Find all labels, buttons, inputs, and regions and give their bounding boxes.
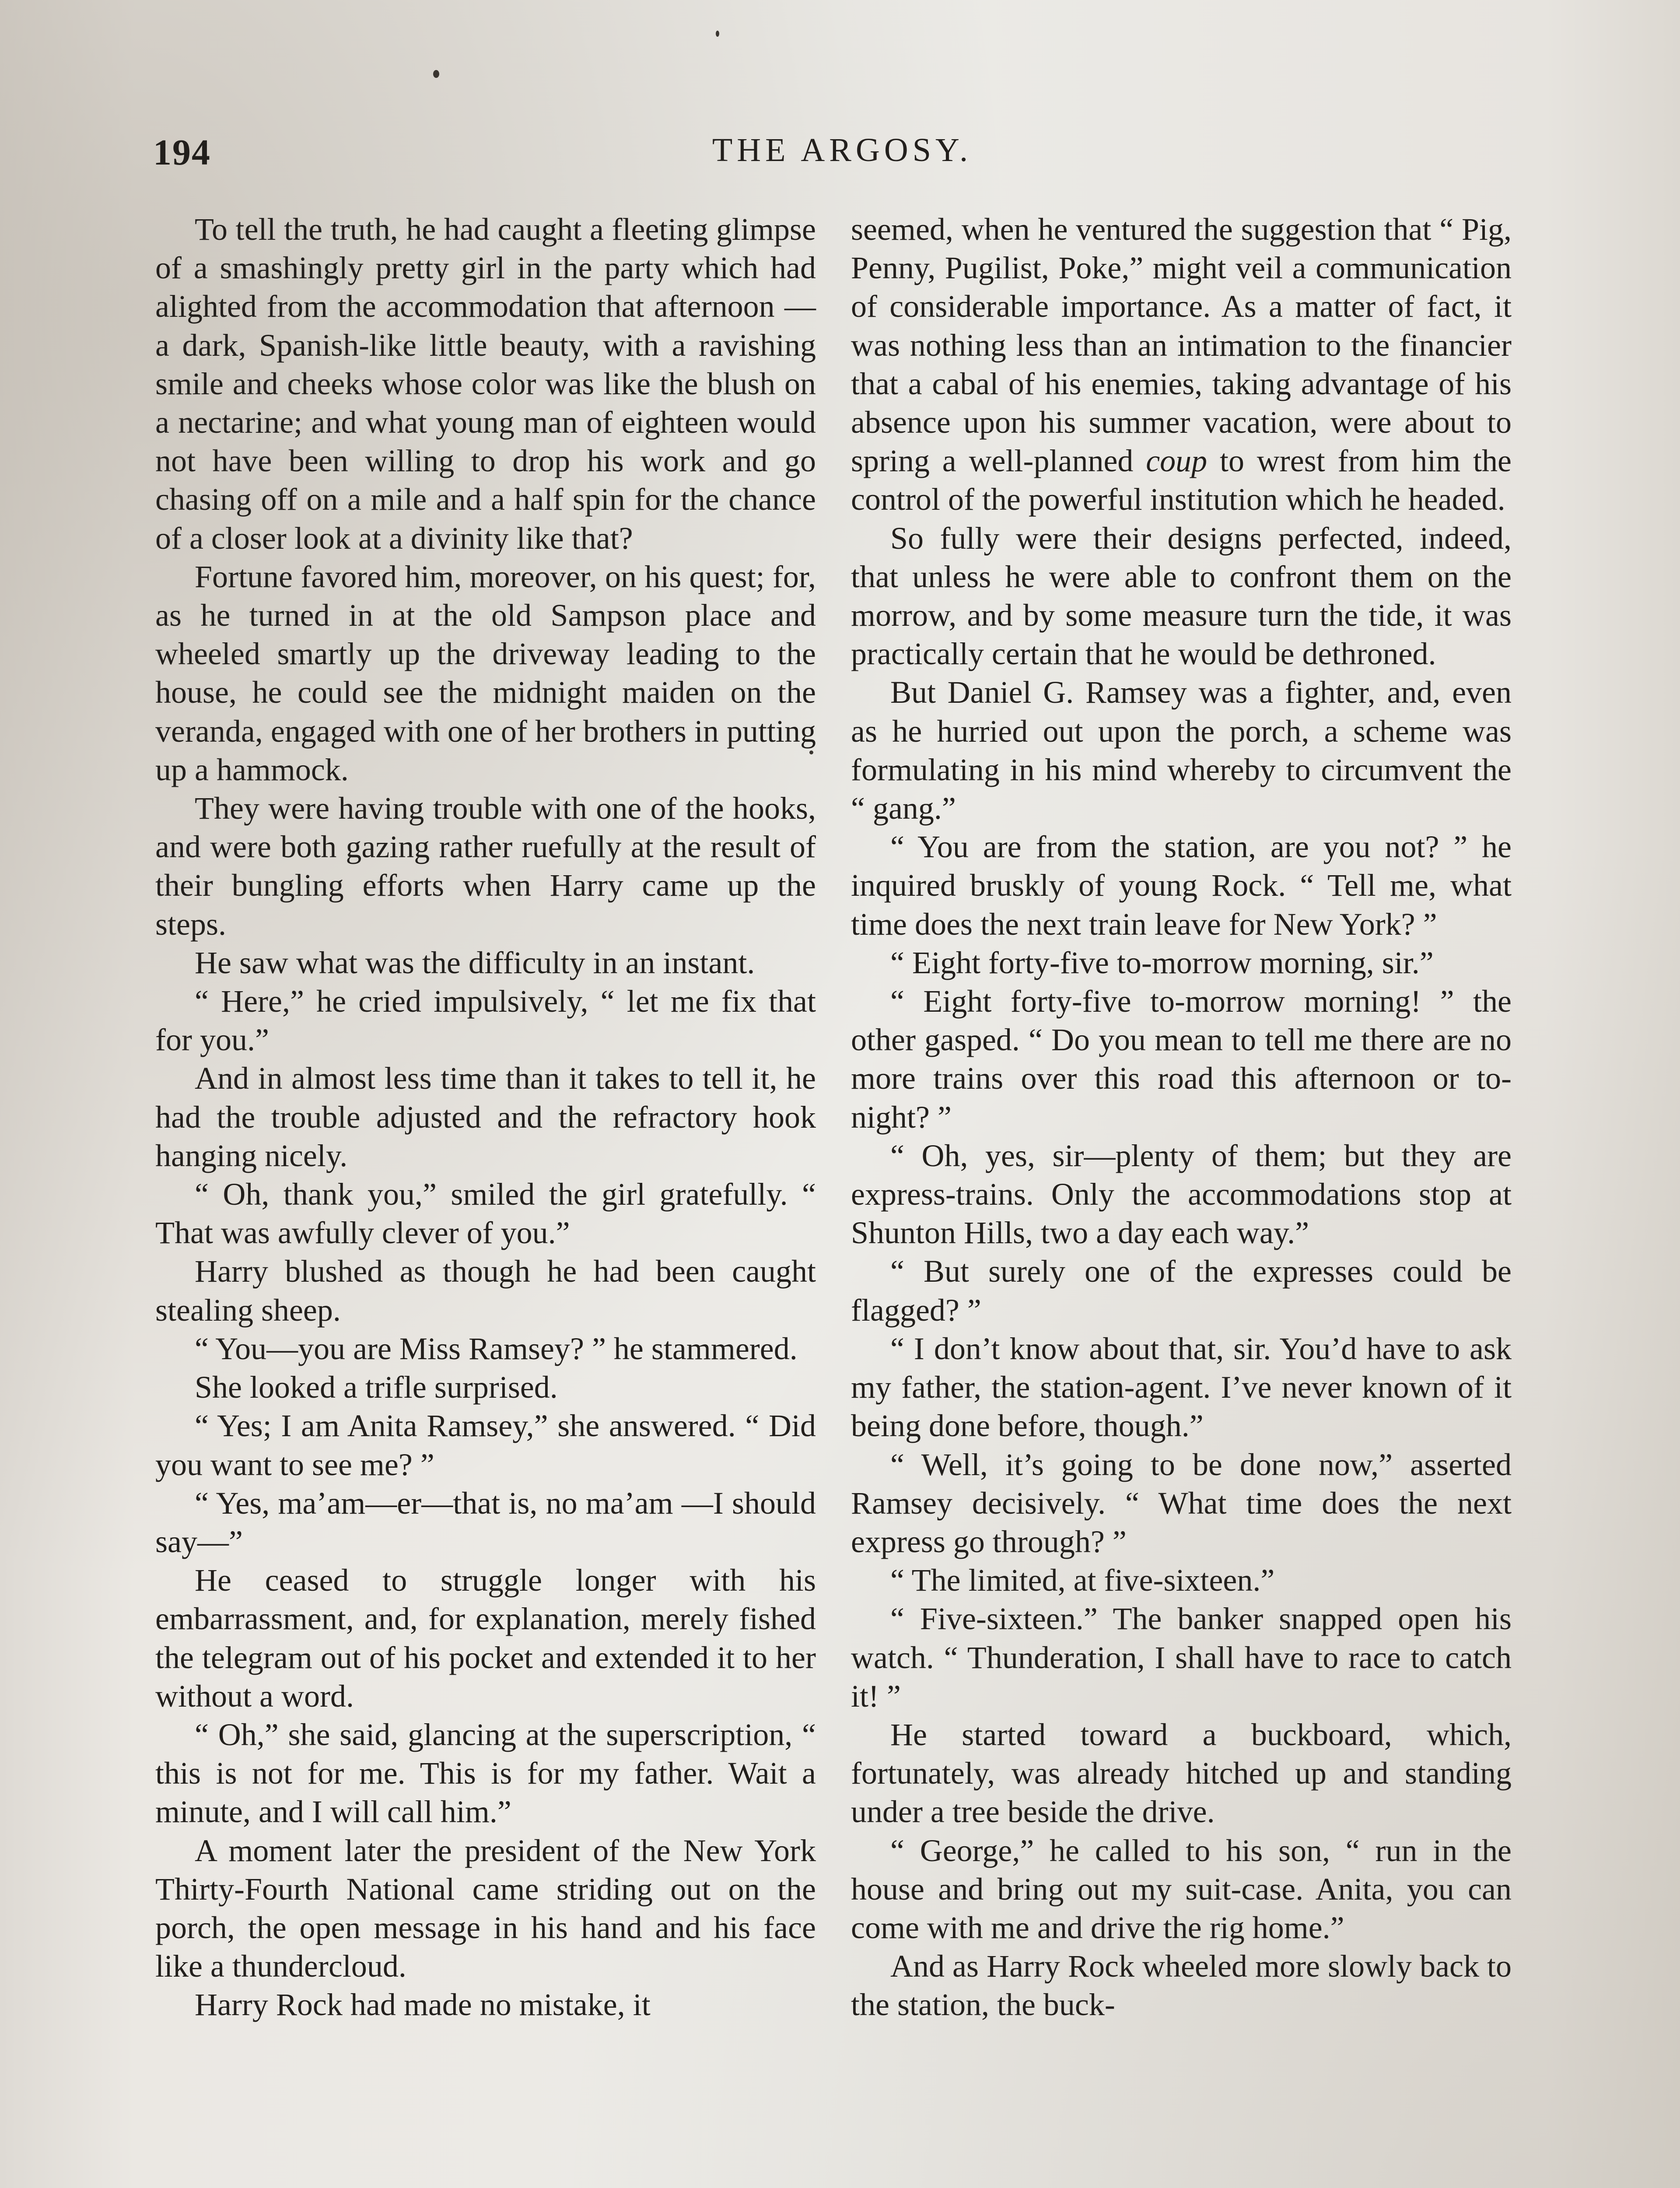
paragraph: “ Eight forty-five to-morrow morning, sir.” [890, 945, 1434, 980]
paragraph-text: seemed, when he ventured the suggestion that “ Pig, Penny, Pugilist, Poke,” might veil a communication of considerable importance. As a matter of fact, it was nothing less than an intimation to the financier that a cabal of his enemies, taking advantage of his absence upon his summer vacation, were about to spring a well-planned [851, 212, 1512, 479]
paragraph: “ Here,” he cried impulsively, “ let me fix that for you.” [155, 984, 816, 1058]
paragraph-text: to wrest from him the control of the powerful institution which he headed. [851, 443, 1512, 517]
paragraph: But Daniel G. Ramsey was a fighter, and, even as he hurried out upon the porch, a scheme was formulating in his mind whereby to circumvent the “ gang.” [851, 675, 1512, 826]
paragraph: “ The limited, at five-sixteen.” [890, 1563, 1275, 1598]
paragraph: Harry blushed as though he had been caught stealing sheep. [155, 1254, 816, 1328]
paragraph: “ Yes, ma’am—er—that is, no ma’am —I should say—” [155, 1485, 816, 1559]
paragraph: “ Oh, thank you,” smiled the girl gratefully. “ That was awfully clever of you.” [155, 1177, 816, 1251]
paragraph: To tell the truth, he had caught a fleeting glimpse of a smashingly pretty girl in the party which had alighted from the accommodation that afternoon —a dark, Spanish-like little beauty, with a ravishing smile and cheeks whose color was like the blush on a nectarine; and what young man of eighteen would not have been willing to drop his work and go chasing off on a mile and a half spin for the chance of a closer look at a divinity like that? [155, 212, 816, 556]
paragraph: “ Oh,” she said, glancing at the superscription, “ this is not for me. This is for my father. Wait a minute, and I will call him.” [155, 1717, 816, 1830]
page-header [153, 131, 1531, 184]
paragraph: So fully were their designs perfected, indeed, that unless he were able to confront them on the morrow, and by some measure turn the tide, it was practically certain that he would be dethroned. [851, 520, 1512, 672]
paragraph: She looked a trifle surprised. [195, 1370, 558, 1405]
paragraph: “ Eight forty-five to-morrow morning! ” the other gasped. “ Do you mean to tell me there are no more trains over this road this afternoon or to-night? ” [851, 984, 1512, 1135]
paragraph: He ceased to struggle longer with his embarrassment, and, for explanation, merely fished the telegram out of his pocket and extended it to her without a word. [155, 1563, 816, 1714]
paragraph: He saw what was the difficulty in an instant. [195, 945, 755, 980]
paragraph: “ I don’t know about that, sir. You’d have to ask my father, the station-agent. I’ve never known of it being done before, though.” [851, 1331, 1512, 1444]
ink-speck [716, 31, 719, 37]
paragraph: “ You—you are Miss Ramsey? ” he stammered. [195, 1331, 798, 1366]
paragraph: “ Well, it’s going to be done now,” asserted Ramsey decisively. “ What time does the next express go through? ” [851, 1447, 1512, 1559]
italic-word: coup [1146, 443, 1208, 479]
paragraph: “ But surely one of the expresses could be flagged? ” [851, 1254, 1512, 1328]
page-number: 194 [153, 132, 211, 173]
paragraph: Fortune favored him, moreover, on his quest; for, as he turned in at the old Sampson place and wheeled smartly up the driveway leading to the house, he could see the midnight maiden on the veranda, engaged with one of her brothers in putting up a hammock. [155, 559, 816, 787]
paragraph: “ Oh, yes, sir—plenty of them; but they are express-trains. Only the accommodations stop at Shunton Hills, two a day each way.” [851, 1138, 1512, 1251]
paragraph: “ You are from the station, are you not? ” he inquired bruskly of young Rock. “ Tell me, what time does the next train leave for New York? ” [851, 829, 1512, 942]
paragraph: “ Yes; I am Anita Ramsey,” she answered. “ Did you want to see me? ” [155, 1408, 816, 1482]
paragraph: And in almost less time than it takes to tell it, he had the trouble adjusted and the refractory hook hanging nicely. [155, 1061, 816, 1173]
ink-speck [433, 70, 439, 78]
text-column-right [851, 210, 1512, 2024]
running-head: THE ARGOSY. [712, 132, 973, 168]
text-column-left [155, 210, 816, 2024]
paragraph: “ Five-sixteen.” The banker snapped open his watch. “ Thunderation, I shall have to race to catch it! ” [851, 1601, 1512, 1714]
paragraph: And as Harry Rock wheeled more slowly back to the station, the buck- [851, 1949, 1512, 2023]
paragraph: Harry Rock had made no mistake, it [195, 1987, 651, 2023]
paragraph: A moment later the president of the New York Thirty-Fourth National came striding out on the porch, the open message in his hand and his face like a thundercloud. [155, 1833, 816, 1984]
paragraph: He started toward a buckboard, which, fortunately, was already hitched up and standing under a tree beside the drive. [851, 1717, 1512, 1830]
paragraph: “ George,” he called to his son, “ run in the house and bring out my suit-case. Anita, you can come with me and drive the rig home.” [851, 1833, 1512, 1945]
paragraph [851, 210, 1512, 519]
paragraph: They were having trouble with one of the hooks, and were both gazing rather ruefully at the result of their bungling efforts when Harry came up the steps. [155, 791, 816, 942]
